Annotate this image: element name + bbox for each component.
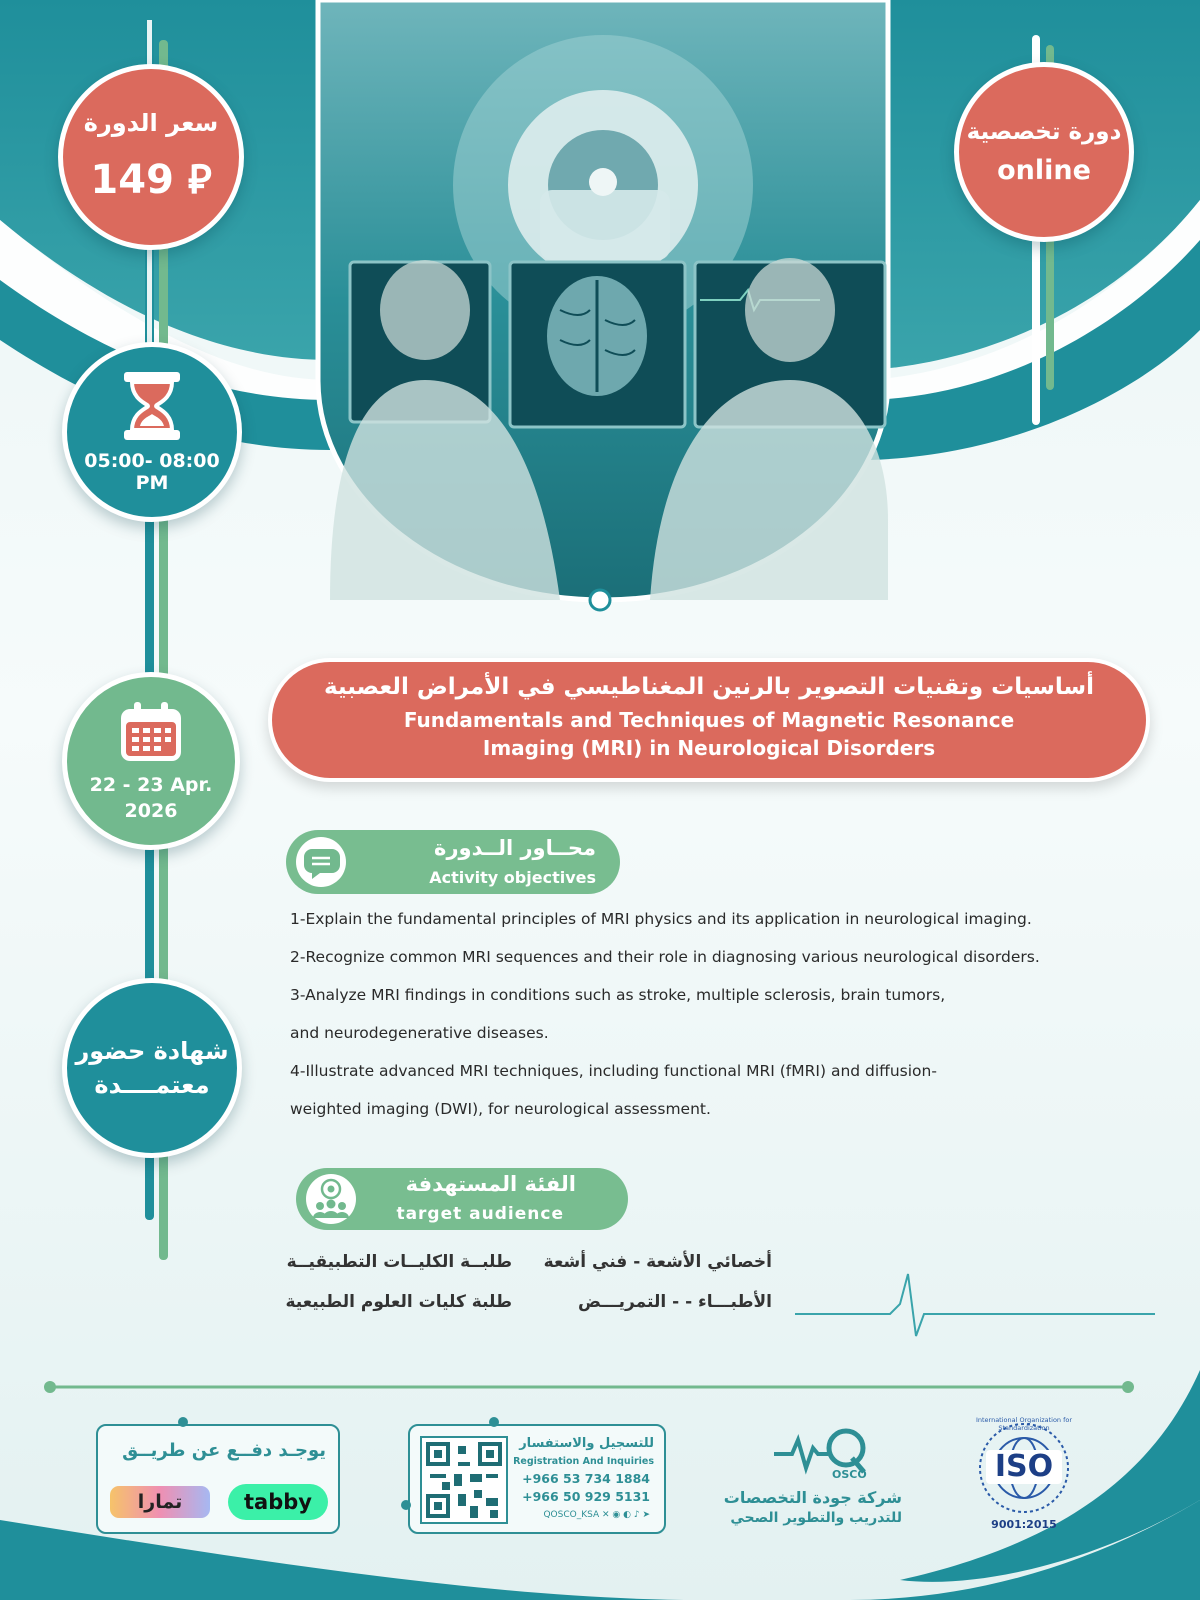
objective-line: and neurodegenerative diseases. [290,1024,549,1042]
certificate-line2: معتمــــدة [94,1071,210,1099]
register-ar: للتسجيل والاستفسار [519,1436,654,1451]
certificate-badge [62,978,242,1158]
target-audience-icon [306,1174,356,1224]
audience-item: أخصائي الأشعة - فني أشعة [543,1252,772,1272]
audience-item: طلبــة الكليــات التطبيقيــة [286,1252,512,1272]
objective-line: 4-Illustrate advanced MRI techniques, including functional MRI (fMRI) and diffusion- [290,1062,937,1080]
objective-line: weighted imaging (DWI), for neurological assessment. [290,1100,711,1118]
iso-ring-text: International Organization for Standardization [975,1416,1073,1432]
company-line2: للتدريب والتطوير الصحي [730,1510,902,1526]
social-handle[interactable] [543,1510,650,1520]
time-badge [62,342,242,522]
objective-line: 2-Recognize common MRI sequences and their role in diagnosing various neurological disorders. [290,948,1040,966]
date-line2: 2026 [124,800,178,822]
calendar-icon [118,700,184,764]
course-type-badge [954,62,1134,242]
payment-card [96,1424,340,1534]
social-handle-text: QOSCO_KSA [543,1510,600,1520]
course-title-english-line1: Fundamentals and Techniques of Magnetic Resonance [403,708,1015,732]
audience-item: طلبة كليات العلوم الطبيعية [285,1292,512,1312]
company-logo [716,1422,906,1532]
phone-1[interactable]: +966 53 734 1884 [522,1471,650,1486]
hourglass-icon [120,370,184,442]
objective-line: 3-Analyze MRI findings in conditions such as stroke, multiple sclerosis, brain tumors, [290,986,946,1004]
qr-code[interactable] [420,1436,508,1524]
price-value: 149 ⃁ [90,157,212,203]
payment-card-dot [178,1417,188,1427]
iso-text: ISO [986,1450,1062,1484]
course-type-title: دورة تخصصية [966,118,1122,145]
objectives-title-en: Activity objectives [429,868,596,887]
certificate-line1: شهادة حضور [75,1037,229,1065]
tamara-text: تمارا [137,1491,183,1513]
social-icons: ✕ ◉ ◐ ♪ ➤ [602,1510,650,1520]
objectives-title-ar: محــاور الــدورة [434,836,596,860]
course-type-value: online [997,154,1091,186]
tabby-logo [228,1484,328,1520]
course-title-english-line2: Imaging (MRI) in Neurological Disorders [482,736,936,760]
company-line1: شركة جودة التخصصات [723,1488,902,1507]
audience-header [296,1168,628,1230]
tamara-logo [110,1486,210,1518]
time-suffix: PM [135,472,169,494]
audience-title-en: target audience [396,1204,564,1224]
price-badge [58,64,244,250]
objective-line: 1-Explain the fundamental principles of MRI physics and its application in neurological imaging. [290,910,1032,928]
registration-card [408,1424,666,1534]
payment-title: يوجـد دفــع عن طريــق [122,1440,326,1461]
audience-item: الأطبـــاء - - التمريـــض [578,1292,772,1312]
register-en: Registration And Inquiries [513,1456,654,1467]
time-value: 05:00- 08:00 [84,450,220,472]
chat-icon [296,837,346,887]
company-logo-text: OSCO [832,1468,867,1481]
date-line1: 22 - 23 Apr. [89,774,213,796]
audience-title-ar: الفئة المستهدفة [405,1172,576,1196]
phone-2[interactable]: +966 50 929 5131 [522,1489,650,1504]
registration-card-dot [489,1417,499,1427]
price-title: سعر الدورة [83,109,219,137]
iso-code: 9001:2015 [991,1518,1057,1531]
objectives-header [286,830,620,894]
course-title-arabic: أساسيات وتقنيات التصوير بالرنين المغناطيسي في الأمراض العصبية [323,674,1095,700]
tabby-text: tabby [244,1490,312,1514]
iso-logo [964,1418,1084,1538]
registration-card-dot [401,1500,411,1510]
date-badge [62,672,240,850]
course-title-banner [268,658,1150,782]
